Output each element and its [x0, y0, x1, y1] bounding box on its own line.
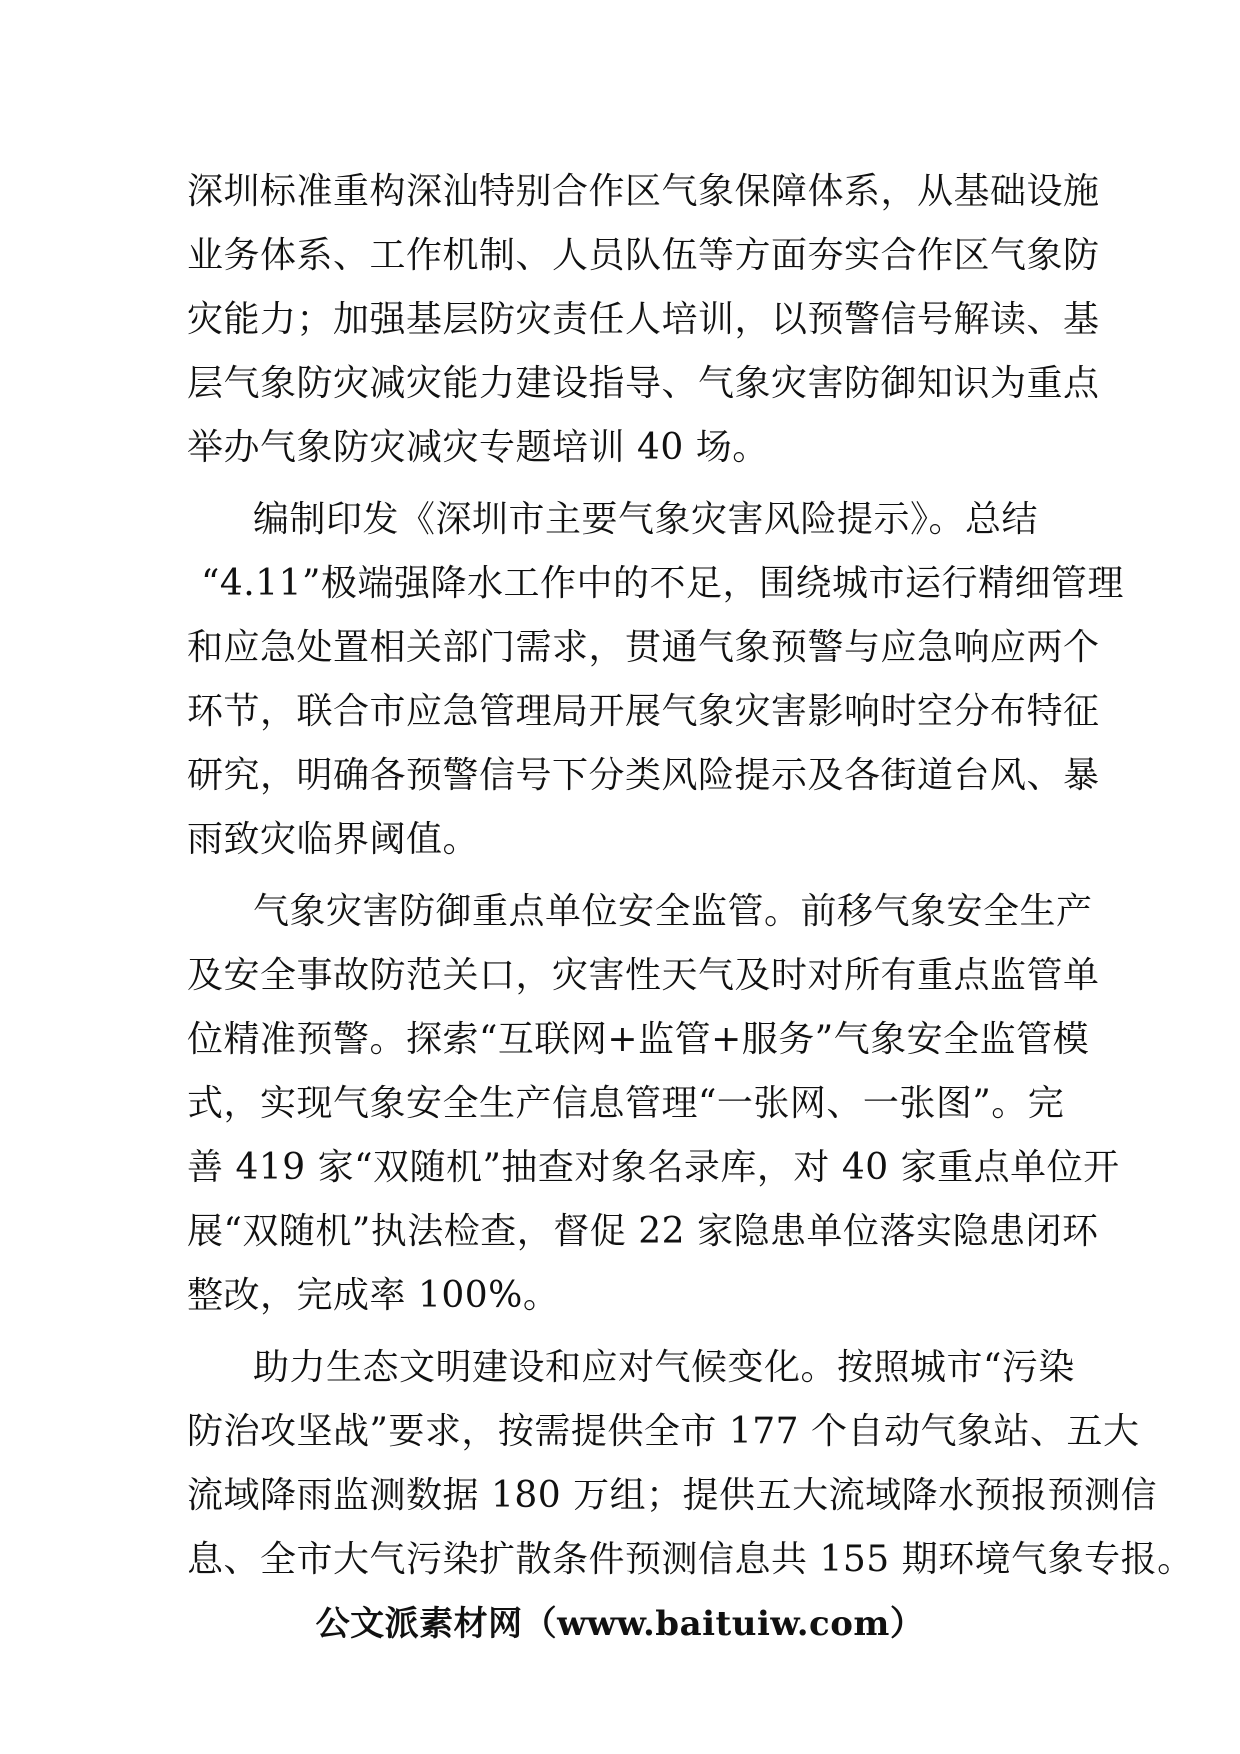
paragraph — [187, 160, 1100, 480]
text-line: 防治攻坚战”要求，按需提供全市 177 个自动气象站、五大 — [187, 1411, 1140, 1452]
text-line: 及安全事故防范关口，灾害性天气及时对所有重点监管单 — [187, 955, 1100, 996]
text-line: 流域降雨监测数据 180 万组；提供五大流域降水预报预测信 — [187, 1475, 1158, 1516]
text-line: 气象灾害防御重点单位安全监管。前移气象安全生产 — [253, 891, 1093, 932]
paragraph — [187, 488, 1124, 872]
footer-watermark-text: 公文派素材网（www.baituiw.com） — [315, 1604, 925, 1644]
text-line: 环节，联合市应急管理局开展气象灾害影响时空分布特征 — [187, 691, 1100, 732]
text-line: 整改，完成率 100%。 — [187, 1275, 560, 1316]
paragraph — [187, 1336, 1194, 1592]
text-line: 位精准预警。探索“互联网+监管+服务”气象安全监管模 — [187, 1019, 1090, 1060]
document-body — [187, 160, 1194, 1592]
text-line: 展“双随机”执法检查，督促 22 家隐患单位落实隐患闭环 — [187, 1211, 1099, 1252]
text-line: 善 419 家“双随机”抽查对象名录库，对 40 家重点单位开 — [187, 1147, 1120, 1188]
text-line: 编制印发《深圳市主要气象灾害风险提示》。总结 — [253, 499, 1039, 540]
text-line: 深圳标准重构深汕特别合作区气象保障体系，从基础设施 — [187, 171, 1100, 212]
text-line: 和应急处置相关部门需求，贯通气象预警与应急响应两个 — [187, 627, 1100, 668]
text-line: 雨致灾临界阈值。 — [187, 819, 480, 860]
text-line: 业务体系、工作机制、人员队伍等方面夯实合作区气象防 — [187, 235, 1100, 276]
text-line: 层气象防灾减灾能力建设指导、气象灾害防御知识为重点 — [187, 363, 1100, 404]
text-line: 息、全市大气污染扩散条件预测信息共 155 期环境气象专报。 — [187, 1539, 1194, 1580]
text-line: “4.11”极端强降水工作中的不足，围绕城市运行精细管理 — [201, 563, 1124, 604]
text-line: 灾能力；加强基层防灾责任人培训，以预警信号解读、基 — [187, 299, 1100, 340]
text-line: 研究，明确各预警信号下分类风险提示及各街道台风、暴 — [187, 755, 1100, 796]
text-line: 式，实现气象安全生产信息管理“一张网、一张图”。完 — [187, 1083, 1065, 1124]
text-line: 举办气象防灾减灾专题培训 40 场。 — [187, 427, 769, 468]
text-line: 助力生态文明建设和应对气候变化。按照城市“污染 — [253, 1347, 1075, 1388]
paragraph — [187, 880, 1120, 1328]
